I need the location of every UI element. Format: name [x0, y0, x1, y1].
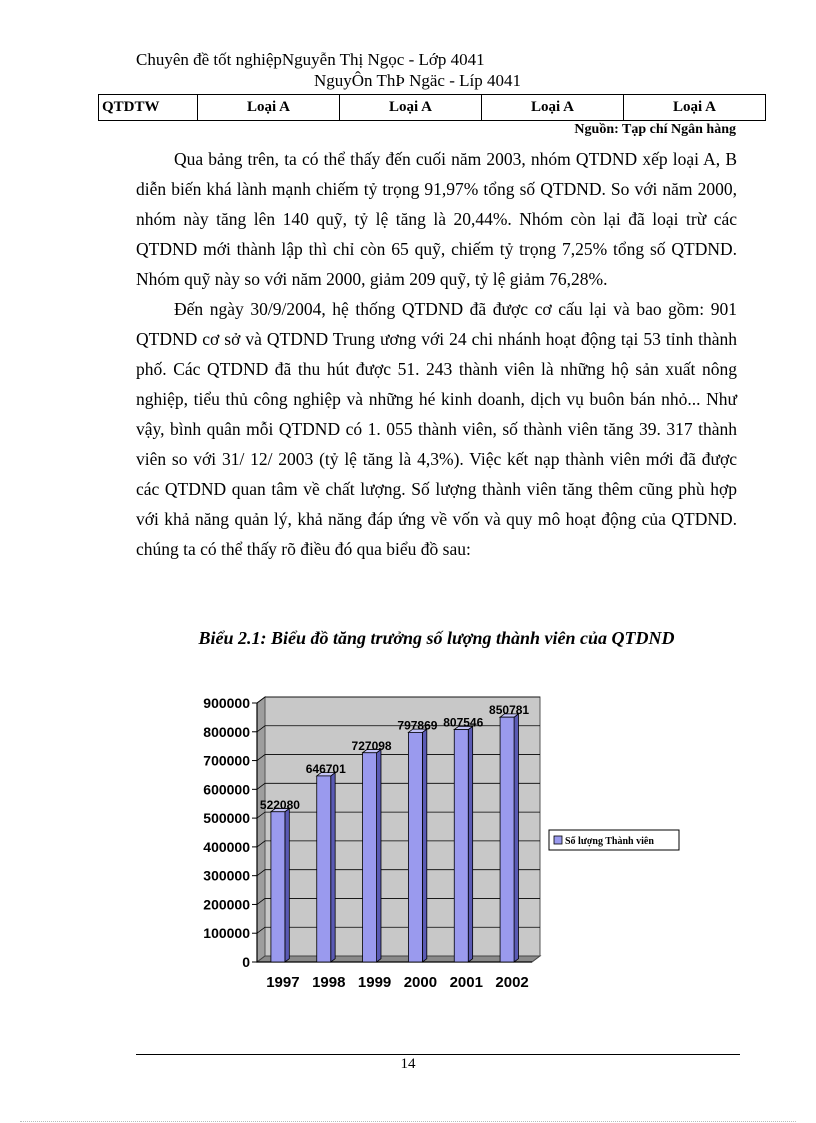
x-tick-label: 2001	[449, 974, 483, 991]
y-tick-label: 200000	[203, 896, 250, 913]
footer-divider	[136, 1054, 740, 1055]
y-tick-label: 700000	[203, 752, 250, 769]
y-tick-label: 900000	[203, 695, 250, 711]
data-label: 807546	[443, 715, 484, 730]
y-tick-label: 600000	[203, 781, 250, 798]
bar-side	[377, 749, 381, 962]
y-tick-label: 300000	[203, 867, 250, 884]
chart-caption: Biểu 2.1: Biểu đồ tăng trưởng số lượng thành viên của QTDND	[198, 628, 675, 648]
bar-side	[422, 729, 426, 962]
bar	[317, 776, 331, 962]
table-source: Nguồn: Tạp chí Ngân hàng	[574, 122, 736, 137]
page-bottom-dotted-rule	[20, 1121, 796, 1122]
header-line-1: Chuyên đề tốt nghiệpNguyễn Thị Ngọc - Lớp 4041	[136, 50, 485, 69]
page-number: 14	[400, 1056, 416, 1072]
legend-swatch	[554, 836, 562, 844]
bar	[271, 812, 285, 962]
data-label: 797869	[397, 718, 438, 733]
data-label: 646701	[305, 761, 346, 776]
chart-floor	[257, 956, 540, 962]
data-label: 727098	[351, 738, 392, 753]
table-cell: Loại A	[198, 95, 340, 121]
y-tick-label: 400000	[203, 838, 250, 855]
legend-label: Số lượng Thành viên	[565, 836, 654, 847]
paragraph: Đến ngày 30/9/2004, hệ thống QTDND đã được cơ cấu lại và bao gồm: 901 QTDND cơ sở và QTDND Trung ương với 24 chi nhánh hoạt động tại 53 tỉnh thành phố. Các QTDND đã thu hút được 51. 243 thành viên là những hộ sản xuất nông nghiệp, tiểu thủ công nghiệp và những hé kinh doanh, dịch vụ buôn bán nhỏ... Như vậy, bình quân mỗi QTDND có 1. 055 thành viên, số thành viên tăng 39. 317 thành viên so với 31/ 12/ 2003 (tỷ lệ tăng là 4,3%). Việc kết nạp thành viên mới đã được các QTDND quan tâm về chất lượng. Số lượng thành viên tăng thêm cũng phù hợp với khả năng quản lý, khả năng đáp ứng về vốn và quy mô hoạt động của QTDND. chúng ta có thể thấy rõ điều đó qua biểu đồ sau:	[136, 299, 737, 559]
y-tick-label: 500000	[203, 810, 250, 827]
table-cell: Loại A	[340, 95, 482, 121]
bar-side	[331, 773, 335, 962]
bar-side	[514, 714, 518, 962]
x-tick-label: 2000	[403, 974, 438, 991]
x-tick-label: 1999	[357, 974, 392, 991]
bar	[454, 730, 468, 962]
chart-side-wall	[257, 697, 265, 962]
data-label: 850781	[489, 703, 530, 718]
bar-side	[468, 726, 472, 962]
header-line-2: NguyÔn ThÞ Ngäc - Líp 4041	[314, 71, 521, 90]
x-tick-label: 2002	[495, 974, 529, 991]
chart-back-wall	[265, 697, 540, 956]
table-cell: QTDTW	[99, 95, 198, 121]
table-cell: Loại A	[482, 95, 624, 121]
data-label: 522080	[259, 797, 300, 812]
paragraph: Qua bảng trên, ta có thể thấy đến cuối năm 2003, nhóm QTDND xếp loại A, B diễn biến khá lành mạnh chiếm tỷ trọng 91,97% tổng số QTDND. So với năm 2000, nhóm này tăng lên 140 quỹ, tỷ lệ tăng là 20,44%. Nhóm còn lại đã loại trừ các QTDND mới thành lập thì chỉ còn 65 quỹ, chiếm tỷ trọng 7,25% tổng số QTDND. Nhóm quỹ này so với năm 2000, giảm 209 quỹ, tỷ lệ giảm 76,28%.	[136, 149, 737, 289]
x-tick-label: 1997	[266, 974, 300, 991]
bar	[363, 753, 377, 962]
x-tick-label: 1998	[312, 974, 346, 991]
bar	[408, 732, 422, 962]
y-tick-label: 100000	[203, 925, 250, 942]
y-tick-label: 800000	[203, 723, 250, 740]
table-cell: Loại A	[624, 95, 766, 121]
bar-side	[285, 808, 289, 962]
bar	[500, 717, 514, 962]
y-tick-label: 0	[242, 954, 250, 970]
